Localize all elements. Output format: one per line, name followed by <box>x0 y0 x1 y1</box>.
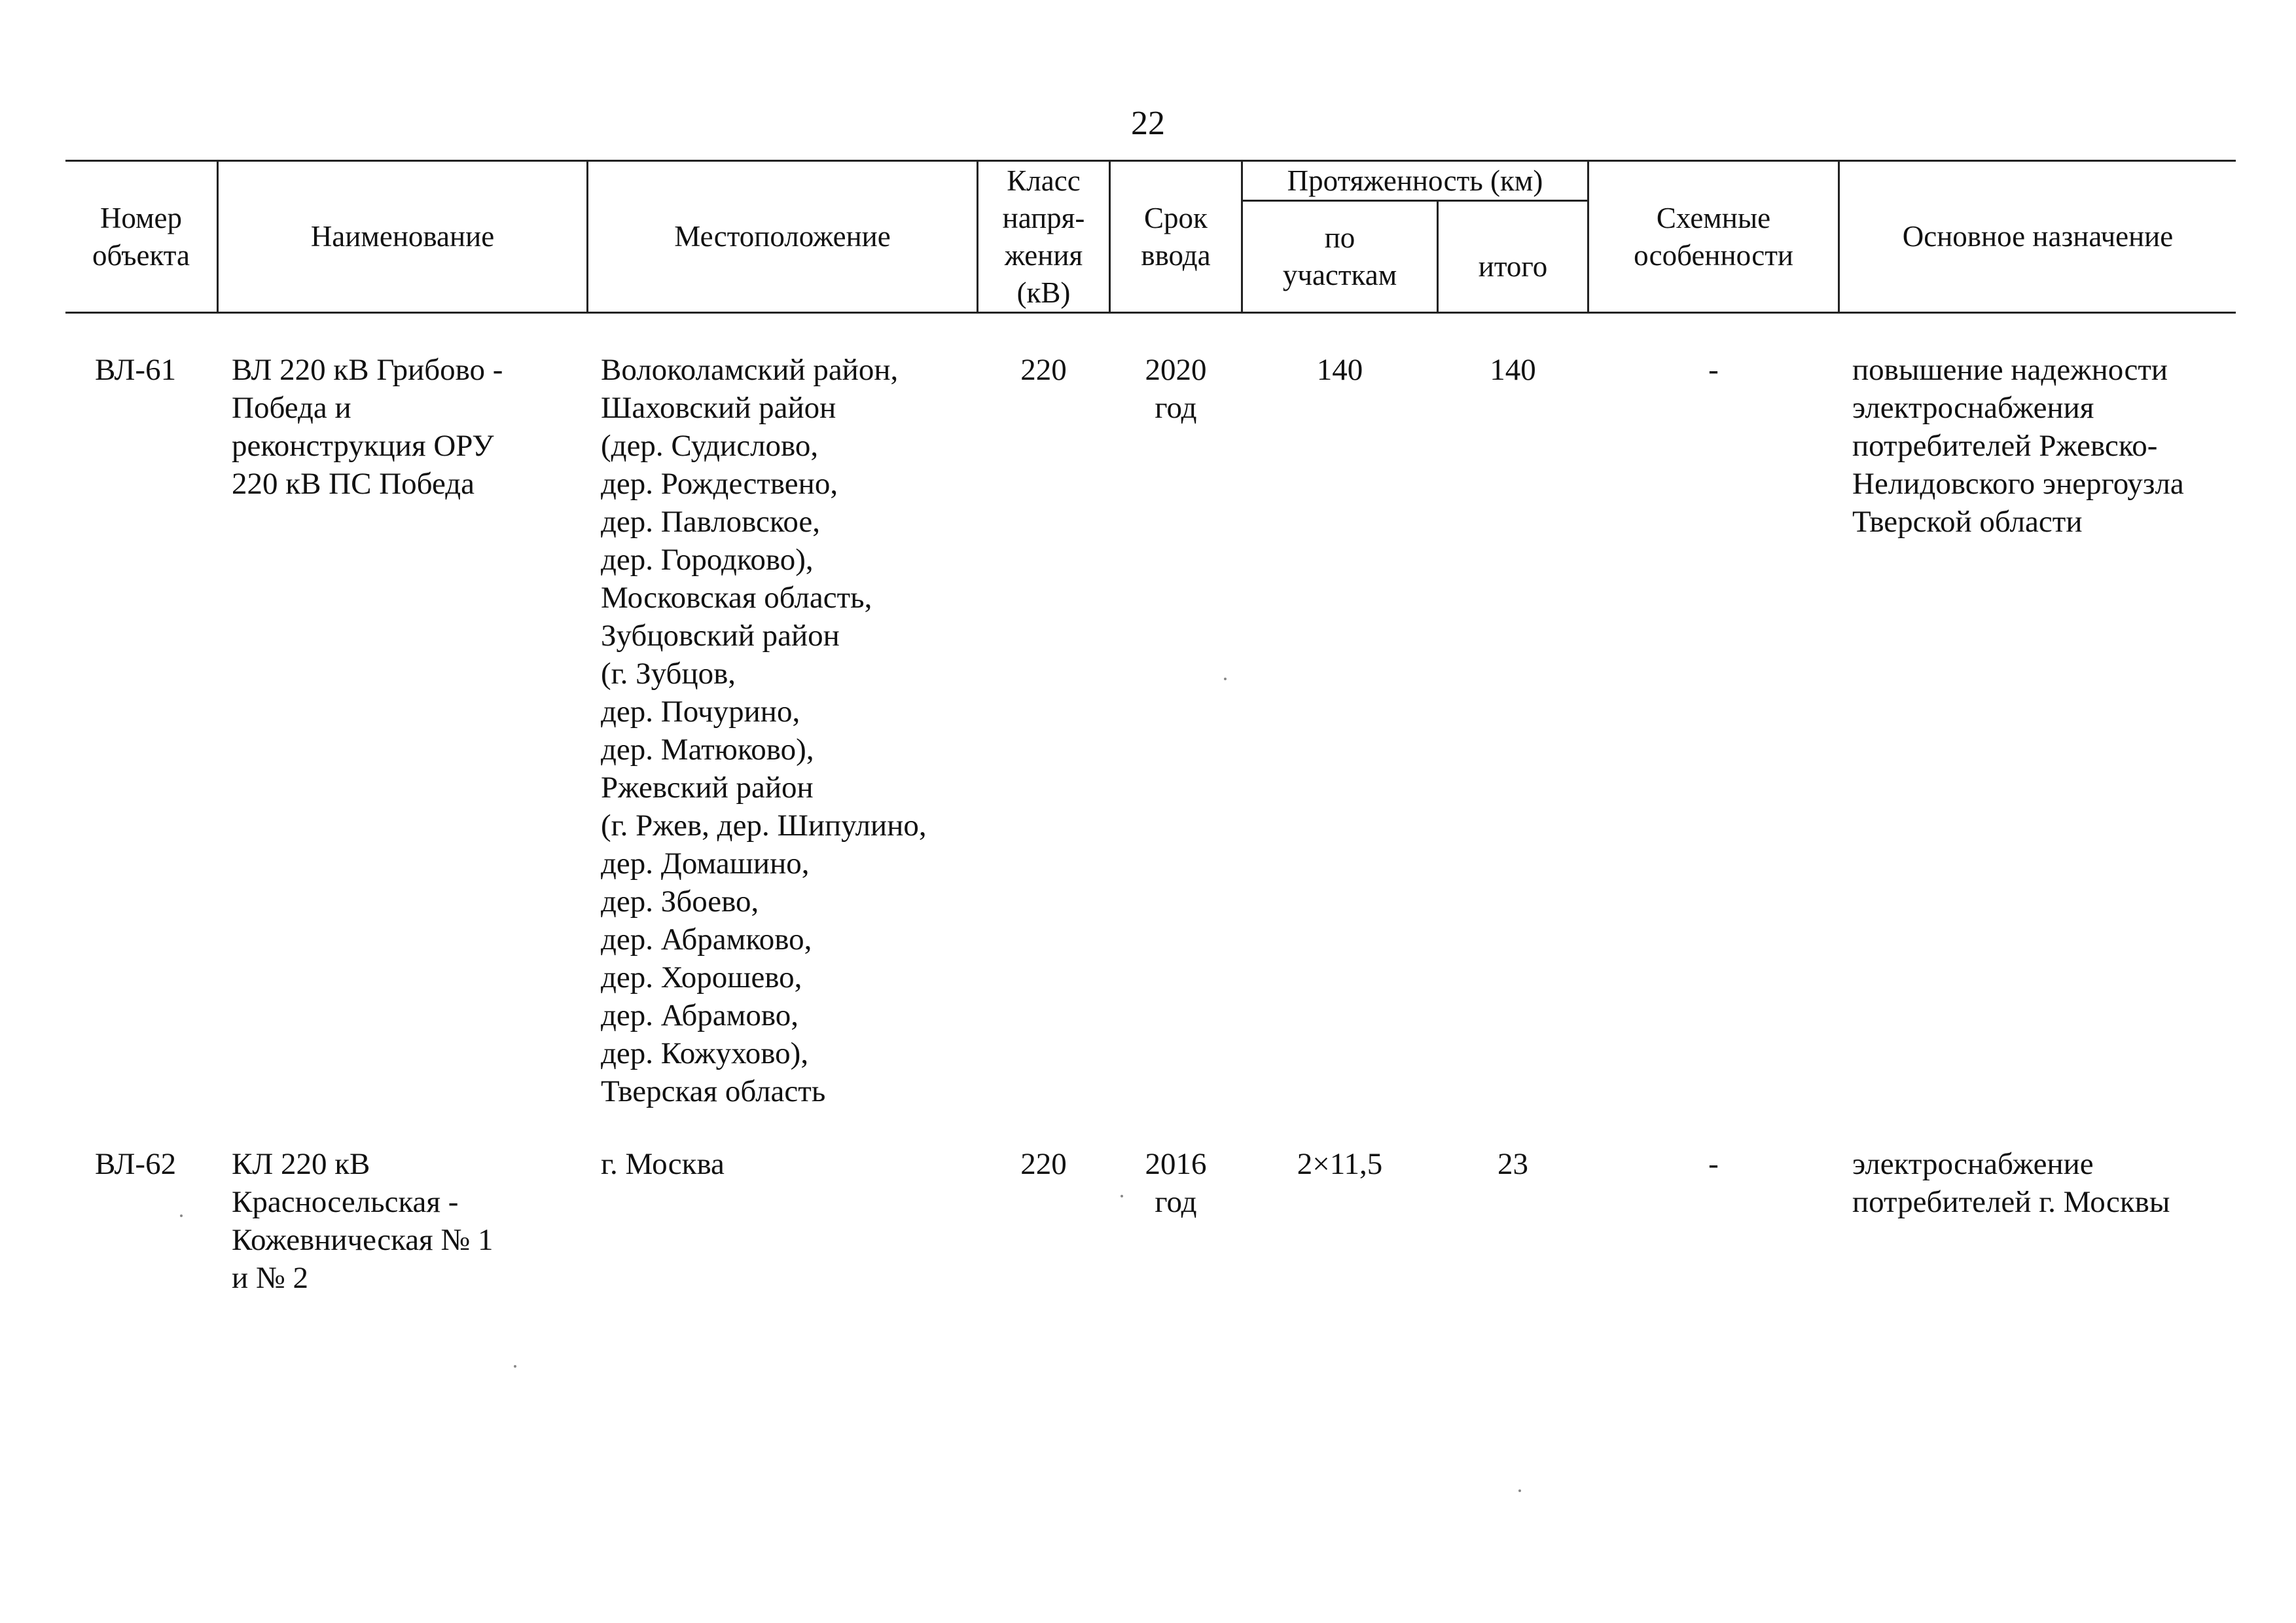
scan-speck <box>1224 678 1227 680</box>
scan-speck <box>514 1365 516 1368</box>
header-voltage-class <box>978 162 1109 312</box>
header-location <box>588 162 977 312</box>
table-row-1-name: ВЛ 220 кВ Грибово - Победа и реконструкция ОРУ 220 кВ ПС Победа <box>232 353 503 501</box>
table-row-2-object-number: ВЛ-62 <box>95 1147 177 1181</box>
table-header-bottom-rule <box>65 312 2236 314</box>
table-row-2-purpose: электроснабжение потребителей г. Москвы <box>1852 1147 2170 1219</box>
table-row-1-commissioning: 2020 год <box>1145 353 1207 425</box>
table-row-2-name: КЛ 220 кВ Красносельская - Кожевническая № 1 и № 2 <box>232 1147 493 1295</box>
table-row-1-total: 140 <box>1490 353 1536 387</box>
table-row-1-scheme-features: - <box>1708 353 1719 387</box>
header-location-text: Местоположение <box>674 220 891 253</box>
header-total <box>1439 202 1587 312</box>
header-object-number <box>65 162 217 312</box>
table-row-2-commissioning: 2016 год <box>1145 1147 1207 1219</box>
table-row-1-object-number: ВЛ-61 <box>95 353 177 387</box>
header-purpose <box>1840 162 2236 312</box>
header-commissioning <box>1111 162 1241 312</box>
header-object-number-text: Номер объекта <box>92 201 190 272</box>
header-voltage-class-text: Класс напря- жения (кВ) <box>1002 164 1085 309</box>
header-purpose-text: Основное назначение <box>1902 220 2174 253</box>
header-scheme-features-text: Схемные особенности <box>1634 201 1793 272</box>
table-row-1-by-sections: 140 <box>1316 353 1363 387</box>
table-row-2-scheme-features: - <box>1708 1147 1719 1181</box>
table-row-2-by-sections: 2×11,5 <box>1297 1147 1383 1181</box>
header-commissioning-text: Срок ввода <box>1141 201 1211 272</box>
header-total-text: итого <box>1478 249 1548 283</box>
table-row-2-voltage-class: 220 <box>1020 1147 1067 1181</box>
scan-speck <box>1121 1195 1123 1197</box>
page-number: 22 <box>1131 105 1165 142</box>
scan-speck <box>180 1214 183 1217</box>
header-name-text: Наименование <box>310 220 495 253</box>
table-row-2-total: 23 <box>1498 1147 1528 1181</box>
table-row-1-location: Волоколамский район, Шаховский район (дер. Судислово, дер. Рождествено, дер. Павловское, дер. Городково), Московская область, Зубцовский район (г. Зубцов, дер. Почурино, дер. Матюково), Ржевский район (г. Ржев, дер. Шипулино, дер. Домашино, дер. Збоево, дер. Абрамково, дер. Хорошево, дер. Абрамово, дер. Кожухово), Тверская область <box>601 353 927 1108</box>
header-scheme-features <box>1589 162 1838 312</box>
table-row-1-purpose: повышение надежности электроснабжения потребителей Ржевско- Нелидовского энергоузла Тверской области <box>1852 353 2184 539</box>
header-by-sections <box>1243 202 1437 312</box>
header-name <box>219 162 586 312</box>
header-length-group-text: Протяженность (км) <box>1287 164 1543 197</box>
header-length-group <box>1243 162 1587 200</box>
scan-speck <box>1518 1489 1521 1492</box>
table-row-2-location: г. Москва <box>601 1147 725 1181</box>
table-row-1-voltage-class: 220 <box>1020 353 1067 387</box>
header-by-sections-text: по участкам <box>1282 221 1397 291</box>
